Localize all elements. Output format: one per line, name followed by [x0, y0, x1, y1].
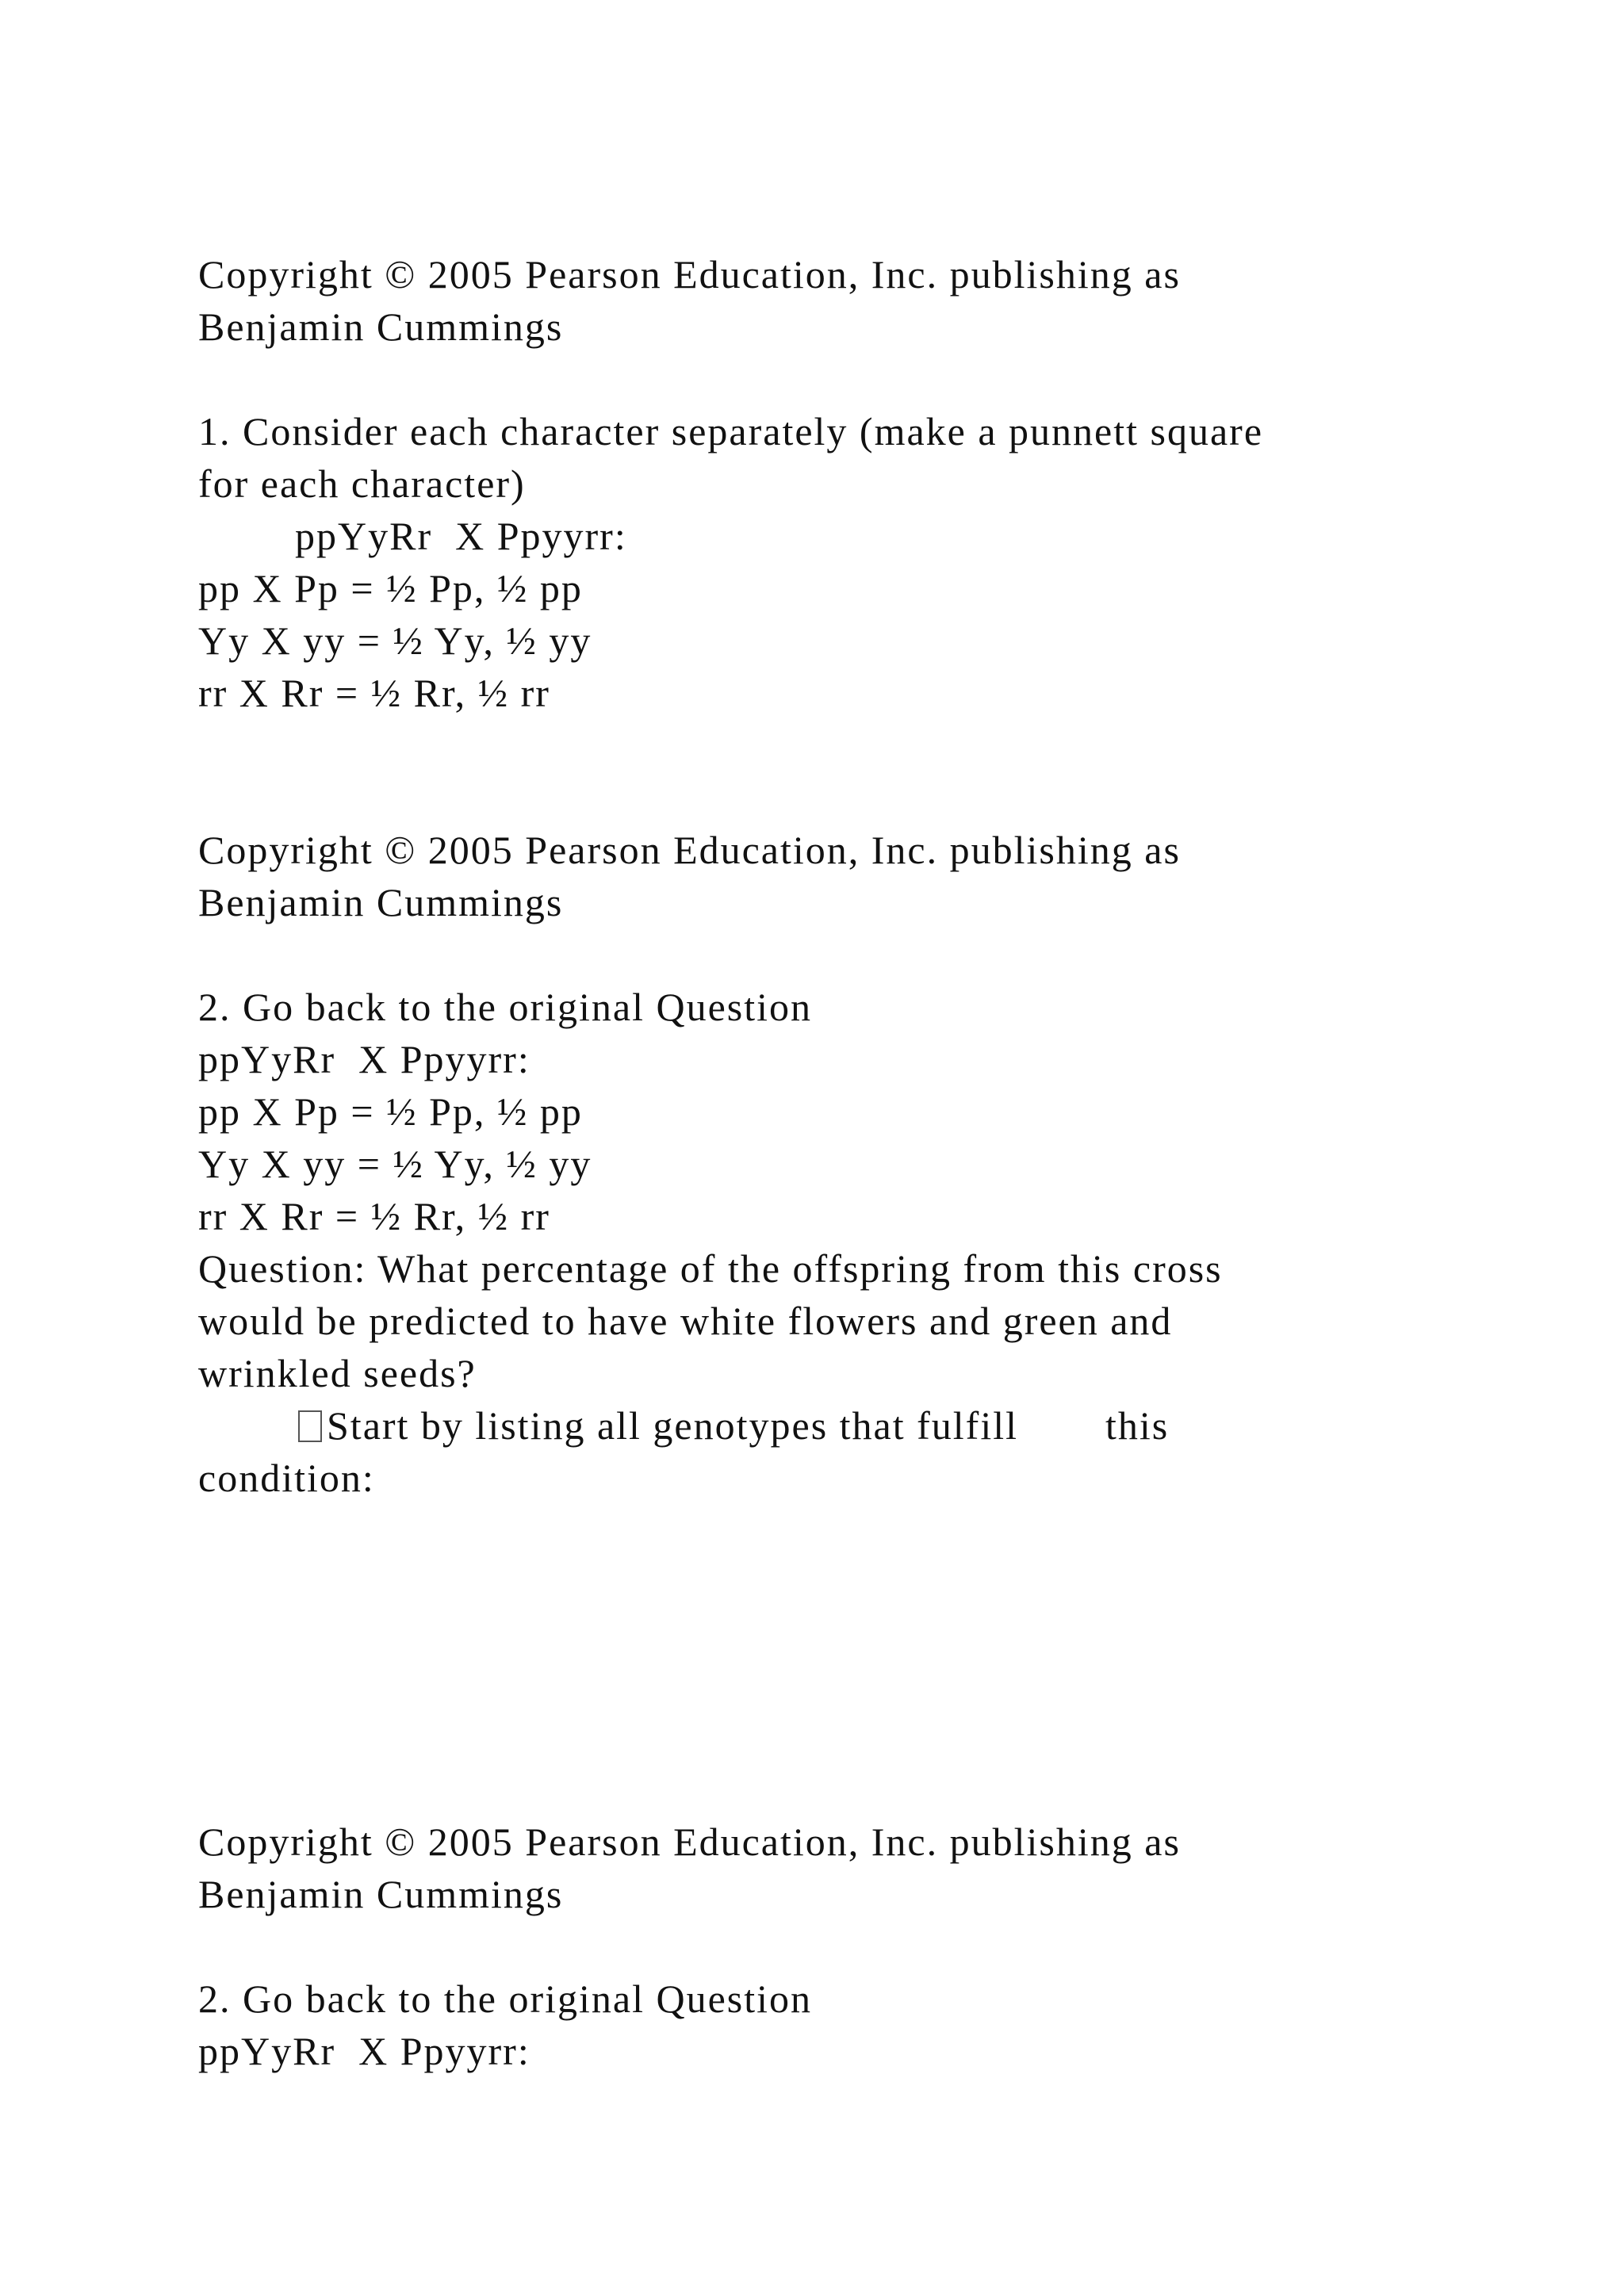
text-line: pp X Pp = ½ Pp, ½ pp [198, 1089, 583, 1134]
text-line: condition: [198, 1456, 375, 1500]
question-line: would be predicted to have white flowers and green and [198, 1299, 1173, 1343]
question-line: wrinkled seeds? [198, 1351, 477, 1395]
copyright-publisher: Benjamin Cummings [198, 304, 564, 349]
text-line: Yy X yy = ½ Yy, ½ yy [198, 1142, 592, 1186]
text-line: Yy X yy = ½ Yy, ½ yy [198, 618, 592, 663]
bullet-box-icon [298, 1410, 322, 1442]
text-line: rr X Rr = ½ Rr, ½ rr [198, 671, 550, 715]
cross-line: ppYyRr X Ppyyrr: [198, 1037, 530, 1081]
text-line: rr X Rr = ½ Rr, ½ rr [198, 1194, 550, 1238]
cross-line: ppYyRr X Ppyyrr: [295, 514, 627, 558]
question-line: Question: What percentage of the offspring from this cross [198, 1246, 1223, 1291]
step-heading: 2. Go back to the original Question [198, 985, 813, 1029]
text-line: pp X Pp = ½ Pp, ½ pp [198, 566, 583, 610]
copyright-line: Copyright © 2005 Pearson Education, Inc. publishing as [198, 828, 1181, 872]
cross-line: ppYyRr X Ppyyrr: [198, 2029, 530, 2073]
bullet-text: Start by listing all genotypes that fulfill [327, 1403, 1019, 1448]
step-heading: 1. Consider each character separately (make a punnett square [198, 409, 1264, 453]
step-heading: 2. Go back to the original Question [198, 1976, 813, 2021]
copyright-line: Copyright © 2005 Pearson Education, Inc. publishing as [198, 252, 1181, 297]
copyright-publisher: Benjamin Cummings [198, 1872, 564, 1916]
copyright-publisher: Benjamin Cummings [198, 880, 564, 924]
text-line: for each character) [198, 461, 526, 506]
bullet-item [298, 1399, 1169, 1452]
bullet-text-tail: this [1105, 1403, 1170, 1448]
copyright-line: Copyright © 2005 Pearson Education, Inc. publishing as [198, 1820, 1181, 1864]
